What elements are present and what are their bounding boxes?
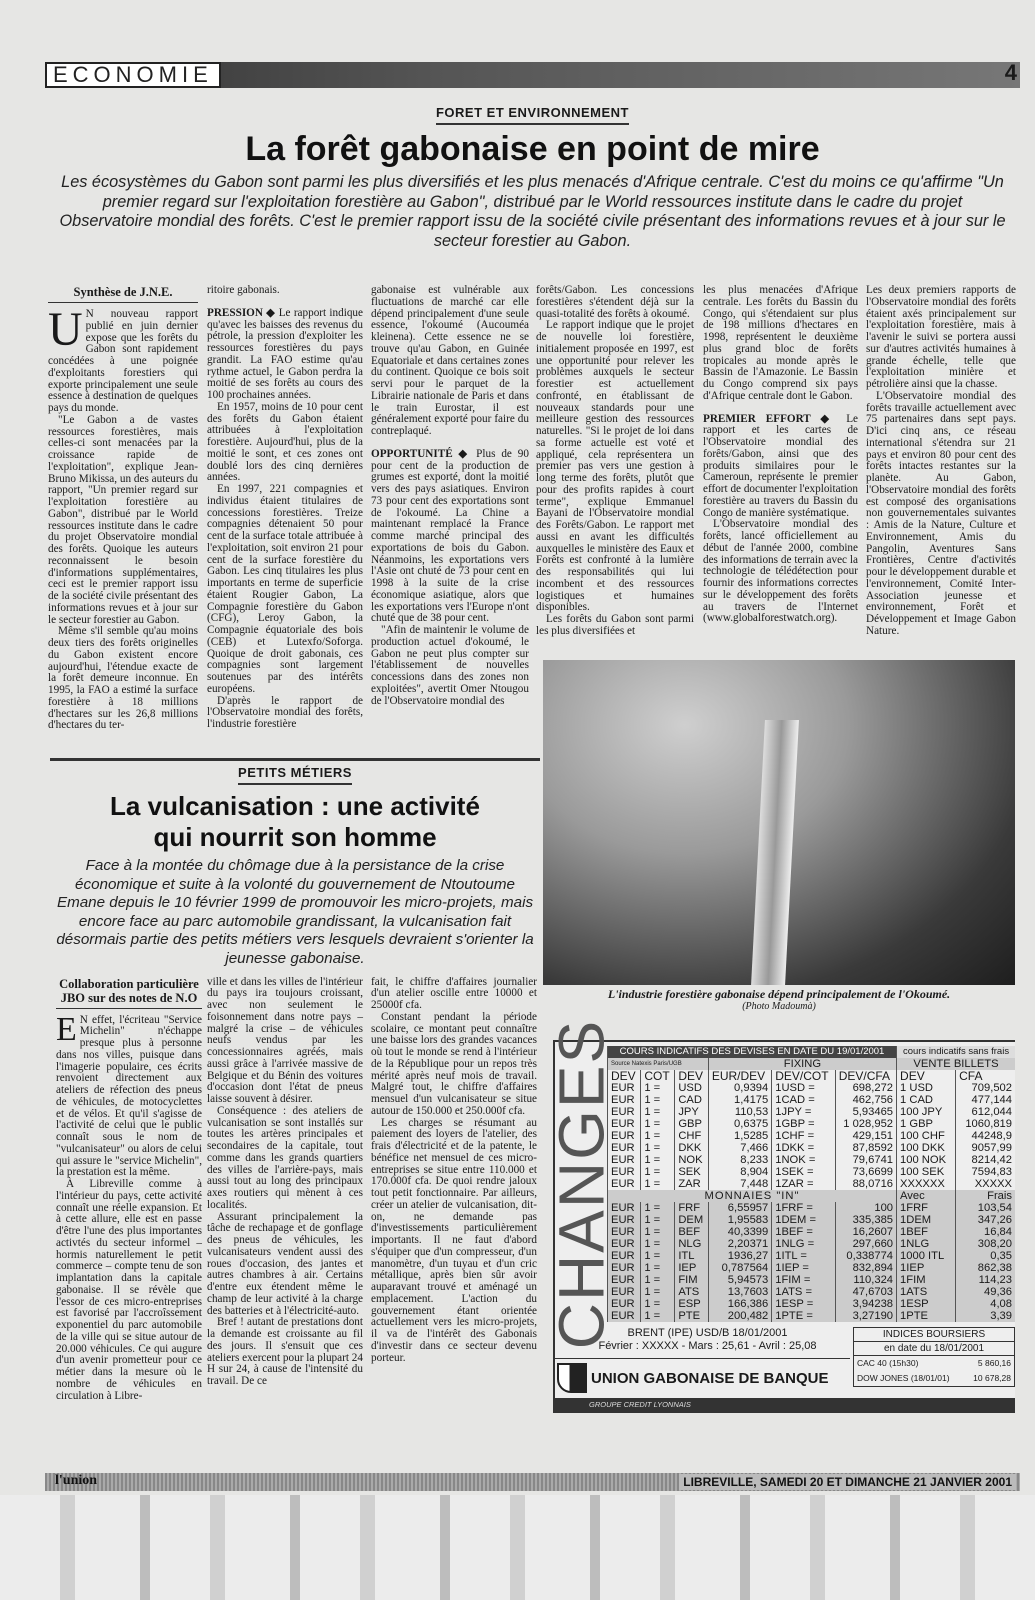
rate-cell: BEF bbox=[675, 1226, 709, 1238]
paragraph: En 1957, moins de 10 pour cent des forêts du Gabon étaient attribuées à l'exploitation forestière. Aujourd'hui, plus de la moitié le sont, et ces zones ont doublé lors des cinq dernières années. bbox=[207, 400, 363, 484]
column-header: DEV bbox=[608, 1070, 641, 1082]
rate-cell: ZAR bbox=[675, 1178, 709, 1190]
rate-cell: EUR bbox=[608, 1214, 641, 1226]
rate-cell: 8214,42 bbox=[956, 1154, 1015, 1166]
second-deck: Face à la montée du chômage due à la persistance de la crise économique et suite à la volonté du gouvernement de Ntoutoume Emane depuis le 10 février 1999 de promouvoir les micro-projets, mais encore face au parc automobile grandissant, la vulcanisation fait désormais partie des petits métiers vers lesquels devraient s'orienter la jeunesse gabonaise. bbox=[56, 857, 534, 967]
rate-cell: 1ITL = bbox=[772, 1250, 835, 1262]
rate-row bbox=[608, 1154, 1016, 1166]
rate-cell: 13,7603 bbox=[708, 1286, 771, 1298]
column-header: CFA bbox=[956, 1070, 1015, 1082]
rate-cell: ATS bbox=[675, 1286, 709, 1298]
rate-cell: 1060,819 bbox=[956, 1118, 1015, 1130]
rate-cell: JPY bbox=[675, 1106, 709, 1118]
column-header: DEV/COT bbox=[772, 1070, 835, 1082]
rate-cell: USD bbox=[675, 1082, 709, 1094]
rate-row bbox=[608, 1178, 1016, 1190]
rate-cell: 1ATS = bbox=[772, 1286, 835, 1298]
rate-cell: FRF bbox=[675, 1202, 709, 1214]
monnaies-in-header: MONNAIES "IN" bbox=[608, 1190, 897, 1202]
rate-cell: 1,95583 bbox=[708, 1214, 771, 1226]
rate-cell: 1 = bbox=[641, 1310, 675, 1322]
rate-cell: 1ESP = bbox=[772, 1298, 835, 1310]
rate-cell: 1ATS bbox=[897, 1286, 956, 1298]
rate-cell: 1IEP bbox=[897, 1262, 956, 1274]
column-header: DEV/CFA bbox=[835, 1070, 896, 1082]
rate-cell: EUR bbox=[608, 1226, 641, 1238]
rate-cell: NOK bbox=[675, 1154, 709, 1166]
rate-cell: EUR bbox=[608, 1286, 641, 1298]
subhead: PREMIER EFFORT ◆ bbox=[703, 412, 837, 425]
rate-cell: 44248,9 bbox=[956, 1130, 1015, 1142]
main-col-3 bbox=[371, 285, 529, 757]
rate-cell: EUR bbox=[608, 1202, 641, 1214]
second-columns bbox=[50, 977, 540, 1470]
paragraph: les plus menacées d'Afrique centrale. Les forêts du Bassin du Congo, qui s'étendaient sur plus de 198 millions d'hectares en 1998, représentent le deuxième plus grand bloc de forêts tropicales au monde après le Bassin de l'Amazonie. Le Bassin du Congo comprend six pays d'Afrique centrale dont le Gabon. bbox=[703, 284, 858, 402]
rate-cell: IEP bbox=[675, 1262, 709, 1274]
rate-cell: CAD bbox=[675, 1094, 709, 1106]
column-header: DEV bbox=[675, 1070, 709, 1082]
rate-cell: 1 = bbox=[641, 1094, 675, 1106]
rate-cell: 1GBP = bbox=[772, 1118, 835, 1130]
photo-caption: L'industrie forestière gabonaise dépend principalement de l'Okoumé. bbox=[607, 987, 951, 1001]
paragraph: gabonaise est vulnérable aux fluctuations de marché car elle dépend principalement d'une seule essence, l'okoumé (Aucouméa kleinena). Cette essence ne se trouve qu'au Gabon, en Guinée Equatoriale et dans certaines zones du continent. Quoique ce bois soit servi pour le parquet de la Librairie nationale de Paris et dans le train Eurostar, il est généralement exporté pour faire du contreplaqué. bbox=[371, 284, 529, 437]
rate-cell: EUR bbox=[608, 1154, 641, 1166]
rate-cell: 100 JPY bbox=[897, 1106, 956, 1118]
rate-cell: 2,20371 bbox=[708, 1238, 771, 1250]
second-article bbox=[50, 764, 540, 1470]
index-row bbox=[854, 1356, 1014, 1371]
rate-cell: 100 CHF bbox=[897, 1130, 956, 1142]
rate-cell: EUR bbox=[608, 1250, 641, 1262]
rate-cell: EUR bbox=[608, 1274, 641, 1286]
bank-logo-icon bbox=[557, 1363, 587, 1393]
rate-cell: EUR bbox=[608, 1310, 641, 1322]
rate-cell: 1 GBP bbox=[897, 1118, 956, 1130]
rate-cell: PTE bbox=[675, 1310, 709, 1322]
column-header: DEV bbox=[897, 1070, 956, 1082]
rate-cell: 1CHF = bbox=[772, 1130, 835, 1142]
rate-cell: 1 USD bbox=[897, 1082, 956, 1094]
divider bbox=[50, 758, 540, 761]
rate-row bbox=[608, 1238, 1016, 1250]
main-kicker: FORET ET ENVIRONNEMENT bbox=[436, 105, 629, 125]
paragraph: Constant pendant la période scolaire, ce montant peut connaître une baisse lors des grandes vacances où tout le monde se rend à l'intérieur de la République pour un repos très mérité après neuf mois de travail. Malgré tout, le chiffre d'affaires mensuel d'un vulcanisateur se situe autour de 150.000 et 250.000f cfa. bbox=[371, 1010, 537, 1117]
avec-header: Avec bbox=[897, 1190, 956, 1202]
paragraph: Le rapport et les cartes de l'Observatoire mondial des forêts/Gabon, ainsi que des produits similaires pour le Cameroun, représente le premier effort de documenter l'exploitation forestière au travers du Bassin du Congo de manière systématique. bbox=[703, 412, 858, 519]
column-header: EUR/DEV bbox=[708, 1070, 771, 1082]
paragraph: N effet, l'écriteau "Service Michelin" n'échappe presque plus à personne dans nos villes, puisque dans l'imagerie populaire, ces écrits renvoient directement aux ateliers de réfection des pneus de véhicules, de motocyclettes et de vélos. Et qu'il s'agisse de l'activité de celui que le public connaît sous le nom de "vulcanisateur" ou alors de celui qui assure le "service Michelin", la prestation est la même. bbox=[56, 1013, 202, 1179]
rate-cell: 79,6741 bbox=[835, 1154, 896, 1166]
rate-cell: EUR bbox=[608, 1130, 641, 1142]
rate-cell: 0,35 bbox=[956, 1250, 1015, 1262]
rate-cell: 1FRF = bbox=[772, 1202, 835, 1214]
rate-cell: 1JPY = bbox=[772, 1106, 835, 1118]
rate-cell: 709,502 bbox=[956, 1082, 1015, 1094]
second-kicker: PETITS MÉTIERS bbox=[238, 765, 352, 785]
rate-cell: 462,756 bbox=[835, 1094, 896, 1106]
rate-cell: 1 = bbox=[641, 1178, 675, 1190]
rate-cell: 862,38 bbox=[956, 1262, 1015, 1274]
subhead: PRESSION ◆ bbox=[207, 306, 276, 319]
rate-cell: 7,448 bbox=[708, 1178, 771, 1190]
main-headline: La forêt gabonaise en point de mire bbox=[245, 130, 820, 168]
second-col-1 bbox=[56, 977, 202, 1470]
rate-cell: EUR bbox=[608, 1298, 641, 1310]
rate-cell: 612,044 bbox=[956, 1106, 1015, 1118]
rate-cell: 1 = bbox=[641, 1082, 675, 1094]
rate-cell: 6,55957 bbox=[708, 1202, 771, 1214]
rate-cell: 0,9394 bbox=[708, 1082, 771, 1094]
rate-cell: 1 = bbox=[641, 1118, 675, 1130]
second-headline-1: La vulcanisation : une activité bbox=[110, 791, 480, 821]
bank-group: GROUPE CREDIT LYONNAIS bbox=[555, 1398, 1015, 1411]
rate-cell: 200,482 bbox=[708, 1310, 771, 1322]
rate-cell: 1 = bbox=[641, 1130, 675, 1142]
rate-row bbox=[608, 1286, 1016, 1298]
rate-cell: 49,36 bbox=[956, 1286, 1015, 1298]
rate-cell: EUR bbox=[608, 1082, 641, 1094]
paragraph: Conséquence : des ateliers de vulcanisation se sont installés sur toutes les artères principales et secondaires de la capitale, tout comme dans les grands quartiers des villes de l'arrière-pays, mais aussi tout au long des principaux axes routiers qui mènent à ces localités. bbox=[207, 1104, 363, 1211]
rate-cell: DKK bbox=[675, 1142, 709, 1154]
rate-cell: 3,27190 bbox=[835, 1310, 896, 1322]
brent-title: BRENT (IPE) USD/B 18/01/2001 bbox=[627, 1327, 788, 1339]
rate-cell: 1 = bbox=[641, 1286, 675, 1298]
rate-cell: CHF bbox=[675, 1130, 709, 1142]
rate-cell: 1000 ITL bbox=[897, 1250, 956, 1262]
exchange-rates-box bbox=[545, 1018, 1015, 1413]
main-byline: Synthèse de J.N.E. bbox=[48, 285, 198, 303]
rate-row bbox=[608, 1250, 1016, 1262]
paragraph: Assurant principalement la tâche de rechapage et de gonflage des pneus de véhicules, les vulcanisateurs vendent aussi des roues d'occasion, des jantes et autres chambres à air. Certains d'entre eux étendent même le champ de leur activité à la charge des batteries et à l'électricité-auto. bbox=[207, 1210, 363, 1317]
rate-cell: 47,6703 bbox=[835, 1286, 896, 1298]
rate-cell: 3,94238 bbox=[835, 1298, 896, 1310]
section-label: ECONOMIE bbox=[45, 62, 221, 88]
paragraph: Les forêts du Gabon sont parmi les plus diversifiées et bbox=[536, 613, 694, 637]
rate-cell: 1BEF = bbox=[772, 1226, 835, 1238]
column-headers bbox=[608, 1070, 1016, 1082]
rate-cell: 1 028,952 bbox=[835, 1118, 896, 1130]
rate-cell: EUR bbox=[608, 1142, 641, 1154]
rate-cell: EUR bbox=[608, 1262, 641, 1274]
rate-cell: 0,787564 bbox=[708, 1262, 771, 1274]
rate-cell: EUR bbox=[608, 1094, 641, 1106]
rate-cell: DEM bbox=[675, 1214, 709, 1226]
paragraph: Le rapport indique qu'avec les baisses des revenus du pétrole, la pression d'exploiter les ressources forestières du pays grandit. La FAO estime qu'au rythme actuel, le Gabon perdra la moitié de ses forêts au cours des 100 prochaines années. bbox=[207, 306, 363, 401]
rate-cell: 114,23 bbox=[956, 1274, 1015, 1286]
rate-cell: SEK bbox=[675, 1166, 709, 1178]
rate-cell: EUR bbox=[608, 1118, 641, 1130]
rate-cell: 1NLG bbox=[897, 1238, 956, 1250]
rate-row bbox=[608, 1094, 1016, 1106]
second-col-3 bbox=[371, 977, 537, 1470]
paragraph: Les deux premiers rapports de l'Observatoire mondial des forêts étaient axés principalement sur l'exploitation forestière, mais à l'avenir le suivi se portera aussi sur d'autres activités humaines à grande échelle, telle que l'exploitation minière et pétrolière ainsi que la chasse. bbox=[866, 284, 1016, 390]
rate-cell: ITL bbox=[675, 1250, 709, 1262]
main-col-5 bbox=[703, 285, 858, 657]
paragraph: L'Observatoire mondial des forêts travaille actuellement avec 75 partenaires dans sept pays. D'ici cinq ans, ce réseau international s'étendra sur 21 pays et environ 80 pour cent des forêts intactes restantes sur la planète. Au Gabon, l'Observatoire mondial des forêts est composé des organisations non gouvernementales suivantes : Amis de la Nature, Culture et Environnement, Amis du Pangolin, Aventures Sans Frontières, Centre d'activités pour le développement durable et l'environnement, Comité Inter-Association jeunesse et environnement, Forêt et Développement et Image Gabon Nature. bbox=[866, 389, 1016, 637]
rate-cell: 1DKK = bbox=[772, 1142, 835, 1154]
rate-cell: 8,904 bbox=[708, 1166, 771, 1178]
rate-cell: 1ZAR = bbox=[772, 1178, 835, 1190]
rate-cell: 429,151 bbox=[835, 1130, 896, 1142]
rate-cell: 16,2607 bbox=[835, 1226, 896, 1238]
rate-cell: 3,39 bbox=[956, 1310, 1015, 1322]
brent-values: Février : XXXXX - Mars : 25,61 - Avril : 25,08 bbox=[598, 1340, 817, 1352]
paragraph: fait, le chiffre d'affaires journalier d'un atelier oscille entre 10000 et 25000f cfa. bbox=[371, 975, 537, 1012]
paragraph: Le rapport indique que le projet de nouvelle loi forestière, initialement proposée en 1997, est une opportunité pour relever les problèmes auxquels le secteur forestier est actuellement confronté, en établissant de nouveaux standards pour une meilleure gestion des ressources naturelles. "Si le projet de loi dans sa forme actuelle est voté et appliqué, cela représentera un premier pas vers une gestion à long terme des forêts, plutôt que pour des profits rapides à court terme", explique Emmanuel Bayani de l'Observatoire mondial des Forêts/Gabon. Le rapport met aussi en avant les difficultés auxquelles le ministère des Eaux et Forêts est confronté à la lumière des responsabilités qui lui incombent et des ressources logistiques et humaines disponibles. bbox=[536, 319, 694, 614]
rate-cell: 0,6375 bbox=[708, 1118, 771, 1130]
rate-cell: 5,94573 bbox=[708, 1274, 771, 1286]
rate-cell: 7,466 bbox=[708, 1142, 771, 1154]
main-col-4 bbox=[536, 285, 694, 657]
second-col-2 bbox=[207, 977, 363, 1470]
issue-date: LIBREVILLE, SAMEDI 20 ET DIMANCHE 21 JANVIER 2001 bbox=[679, 1474, 1016, 1490]
rate-cell: 9057,99 bbox=[956, 1142, 1015, 1154]
rate-cell: 1 = bbox=[641, 1202, 675, 1214]
rate-cell: 1NOK = bbox=[772, 1154, 835, 1166]
rate-cell: 347,26 bbox=[956, 1214, 1015, 1226]
rate-cell: 110,324 bbox=[835, 1274, 896, 1286]
bank-name: UNION GABONAISE DE BANQUE bbox=[591, 1370, 829, 1387]
rate-cell: FIM bbox=[675, 1274, 709, 1286]
photo-caption-block bbox=[543, 987, 1015, 1013]
changes-side-title bbox=[545, 1018, 617, 1350]
rate-cell: 1CAD = bbox=[772, 1094, 835, 1106]
rate-cell: 166,386 bbox=[708, 1298, 771, 1310]
rate-cell: 110,53 bbox=[708, 1106, 771, 1118]
newspaper-brand: l'union bbox=[55, 1473, 98, 1488]
rate-cell: 1DEM = bbox=[772, 1214, 835, 1226]
paragraph: Même s'il semble qu'au moins deux tiers des forêts originelles du Gabon existent encore aujourd'hui, l'étendue exacte de la forêt demeure inconnue. En 1995, la FAO a estimé la surface forestière à 18 millions d'hectares sur les 26,8 millions d'hectares du ter- bbox=[48, 625, 198, 732]
paragraph: Les charges se résumant au paiement des loyers de l'atelier, des frais d'électricité et de la patente, le bénéfice net mensuel de ces micro-entreprises se situe entre 110.000 et 170.000f cfa. De quoi rendre jaloux tout petit fonctionnaire. Par ailleurs, créer un atelier de vulcanisation, dit-on, ne demande pas d'investissements particulièrement importants. Il ne faut d'abord s'équiper que d'un compresseur, d'un manomètre, d'un tuyau et d'un cric métallique, après bien sûr avoir auparavant trouvé et aménagé un emplacement. L'action du gouvernement étant orientée actuellement vers les micro-projets, il va de l'intérêt des Gabonais d'investir dans ce secteur devenu porteur. bbox=[371, 1116, 537, 1364]
paragraph: En 1997, 221 compagnies et individus étaient titulaires de concessions forestières. Treize compagnies détenaient 50 pour cent de la surface totale attribuée à l'exploitation, soit environ 21 pour cent de la surface forestière du Gabon. Les cinq titulaires les plus importants en terme de superficie étaient Rougier Gabon, La Compagnie forestière du Gabon (CFG), Leroy Gabon, la Compagnie équatoriale des bois (CEB) et Lutexfo/Soforga. Quoique de droit gabonais, ces compagnies sont largement soutenues par des intérêts européens. bbox=[207, 483, 363, 695]
second-headline-2: qui nourrit son homme bbox=[153, 822, 437, 852]
scan-margin bbox=[0, 1495, 1035, 1600]
rate-row bbox=[608, 1214, 1016, 1226]
rate-row bbox=[608, 1202, 1016, 1214]
paragraph: Bref ! autant de prestations dont la demande est croissante au fil des jours. Il s'ensuit que ces ateliers exercent pour la plupart 24 H sur 24, à cause de l'intensité du travail. De ce bbox=[207, 1316, 363, 1388]
index-name: DOW JONES (18/01/01) bbox=[857, 1373, 950, 1383]
rate-cell: 1DEM bbox=[897, 1214, 956, 1226]
rate-cell: 1BEF bbox=[897, 1226, 956, 1238]
rate-cell: NLG bbox=[675, 1238, 709, 1250]
indices-date: en date du 18/01/2001 bbox=[854, 1342, 1014, 1356]
frais-header: Frais bbox=[956, 1190, 1015, 1202]
paragraph: "Le Gabon a de vastes ressources forestières, mais celles-ci sont menacées par la croissance rapide de l'exploitation", explique Jean-Bruno Mikissa, un des auteurs du rapport, "Un premier regard sur l'exploitation forestière au Gabon", distribué par le World ressources institute dans le cadre du projet Observatoire mondial des forêts. Quoique les auteurs reconnaissent le besoin d'informations supplémentaires, ceci est le premier rapport issu de la société civile présentant des informations revues et à jour sur le secteur forestier au Gabon. bbox=[48, 413, 198, 626]
rate-cell: 832,894 bbox=[835, 1262, 896, 1274]
subhead: OPPORTUNITÉ ◆ bbox=[371, 447, 471, 460]
rate-cell: 1FRF bbox=[897, 1202, 956, 1214]
rate-row bbox=[608, 1274, 1016, 1286]
rate-row bbox=[608, 1142, 1016, 1154]
source-note: Source Natexis Paris/UGB bbox=[608, 1058, 709, 1070]
rate-cell: 477,144 bbox=[956, 1094, 1015, 1106]
rate-row bbox=[608, 1262, 1016, 1274]
indices-title: INDICES BOURSIERS bbox=[854, 1328, 1014, 1342]
paragraph: Plus de 90 pour cent de la production de grumes est exporté, dont la moitié vers des pays asiatiques. Environ 73 pour cent des exportations sont de l'okoumé. La Chine a maintenant remplacé la France comme marché principal des exportations de bois du Gabon. Néanmoins, les exportations vers l'Asie ont chuté de 73 pour cent en 1998 à la suite de la crise économique asiatique, alors que les exportations vers l'Europe n'ont chuté que de 38 pour cent. bbox=[371, 447, 529, 625]
rate-cell: 73,6699 bbox=[835, 1166, 896, 1178]
rate-cell: 1 = bbox=[641, 1166, 675, 1178]
drop-cap: U bbox=[48, 303, 83, 356]
rate-cell: 1 = bbox=[641, 1106, 675, 1118]
rate-cell: 87,8592 bbox=[835, 1142, 896, 1154]
rate-cell: 1IEP = bbox=[772, 1262, 835, 1274]
rate-row bbox=[608, 1082, 1016, 1094]
rate-cell: XXXXXX bbox=[897, 1178, 956, 1190]
paragraph: ritoire gabonais. bbox=[207, 284, 280, 296]
rate-cell: 8,233 bbox=[708, 1154, 771, 1166]
rate-row bbox=[608, 1298, 1016, 1310]
rate-cell: 308,20 bbox=[956, 1238, 1015, 1250]
rate-cell: 1USD = bbox=[772, 1082, 835, 1094]
rate-cell: 1 = bbox=[641, 1214, 675, 1226]
rate-cell: 4,08 bbox=[956, 1298, 1015, 1310]
paragraph: L'Observatoire mondial des forêts, lancé officiellement au début de l'année 2000, combine des informations de terrain avec la technologie de télédétection pour fournir des informations correctes sur le développement des forêts au travers de l'Internet (www.globalforestwatch.org). bbox=[703, 518, 858, 625]
paragraph: "Afin de maintenir le volume de production actuel d'okoumé, le Gabon ne peut plus compter sur l'établissement de nouvelles concessions dans des zones non exploitées", avertit Omer Ntougou de l'Observatoire mondial des bbox=[371, 624, 529, 707]
rate-cell: 100 NOK bbox=[897, 1154, 956, 1166]
paragraph: forêts/Gabon. Les concessions forestières s'étendent déjà sur la quasi-totalité des forêts à okoumé. bbox=[536, 284, 694, 320]
second-byline: Collaboration particulière JBO sur des notes de N.O bbox=[56, 977, 202, 1009]
footer-bar bbox=[45, 1473, 1020, 1491]
vente-header: VENTE BILLETS bbox=[897, 1058, 1015, 1070]
rate-cell: 1 = bbox=[641, 1298, 675, 1310]
rate-cell: 1 = bbox=[641, 1274, 675, 1286]
bank-advert bbox=[555, 1358, 850, 1398]
table-title: COURS INDICATIFS DES DEVISES EN DATE DU 19/01/2001 bbox=[608, 1046, 897, 1058]
rate-cell: 100 SEK bbox=[897, 1166, 956, 1178]
rate-row bbox=[608, 1118, 1016, 1130]
tree-trunk bbox=[751, 720, 799, 985]
rate-cell: 1SEK = bbox=[772, 1166, 835, 1178]
rate-row bbox=[608, 1106, 1016, 1118]
rate-cell: 1FIM bbox=[897, 1274, 956, 1286]
rate-cell: EUR bbox=[608, 1166, 641, 1178]
forest-photo bbox=[543, 660, 1015, 985]
rate-cell: 335,385 bbox=[835, 1214, 896, 1226]
main-article-header bbox=[45, 104, 1020, 251]
rate-cell: 5,93465 bbox=[835, 1106, 896, 1118]
rate-row bbox=[608, 1130, 1016, 1142]
rate-cell: 103,54 bbox=[956, 1202, 1015, 1214]
main-col-6 bbox=[866, 285, 1016, 657]
stock-indices bbox=[853, 1327, 1015, 1387]
rate-cell: 698,272 bbox=[835, 1082, 896, 1094]
rate-cell: 1PTE = bbox=[772, 1310, 835, 1322]
rate-cell: 1FIM = bbox=[772, 1274, 835, 1286]
rate-cell: 7594,83 bbox=[956, 1166, 1015, 1178]
rate-cell: GBP bbox=[675, 1118, 709, 1130]
rate-cell: XXXXX bbox=[956, 1178, 1015, 1190]
rate-cell: 1NLG = bbox=[772, 1238, 835, 1250]
main-col-1 bbox=[48, 285, 198, 757]
paragraph: À Libreville comme à l'intérieur du pays, cette activité connaît une réelle expansion. Et à cette allure, elle est en passe d'être l'une des plus importantes activtés du secteur informel – hormis naturellement le petit commerce – compte tenu de son implantation dans la capitale gabonaise. Il se révèle que l'essor de ces micro-entreprises est favorisé par l'accroîssement exponentiel du parc automobile de la ville qui se situe autour de 20.000 véhicules. Ce qui augure d'un avenir prometteur pour ce métier dans la mesure où le nombre de véhicules en circulation à Libre- bbox=[56, 1178, 202, 1402]
table-title-right: cours indicatifs sans frais bbox=[897, 1046, 1015, 1058]
paragraph: ville et dans les villes de l'intérieur du pays ira toujours croissant, avec non seulement le foisonnement dans notre pays – malgré la crise – de véhicules neufs vendus par les concessionnaires agréés, mais aussi grâce à l'arrivée massive de Belgique et du Bénin des voitures d'occasion dont l'état de pneus laisse souvent à désirer. bbox=[207, 975, 363, 1106]
rate-cell: 297,660 bbox=[835, 1238, 896, 1250]
rate-cell: 1936,27 bbox=[708, 1250, 771, 1262]
rate-cell: 40,3399 bbox=[708, 1226, 771, 1238]
rate-cell: 1 = bbox=[641, 1154, 675, 1166]
paragraph: N nouveau rapport publié en juin dernier expose que les forêts du Gabon sont rapidement concédées à une poignée d'exploitants forestiers qui exporte principalement une seule essence à destination de quelques pays du monde. bbox=[48, 308, 198, 414]
main-col-2 bbox=[207, 285, 363, 757]
rate-cell: 1PTE bbox=[897, 1310, 956, 1322]
rate-cell: 0,338774 bbox=[835, 1250, 896, 1262]
rate-cell: ESP bbox=[675, 1298, 709, 1310]
rate-cell: EUR bbox=[608, 1178, 641, 1190]
index-row bbox=[854, 1371, 1014, 1386]
index-value: 10 678,28 bbox=[973, 1373, 1011, 1383]
rate-cell: 1 = bbox=[641, 1238, 675, 1250]
rate-cell: 88,0716 bbox=[835, 1178, 896, 1190]
main-deck: Les écosystèmes du Gabon sont parmi les plus diversifiés et les plus menacés d'Afrique centrale. C'est du moins ce qu'affirme "Un premier regard sur l'exploitation forestière au Gabon", distribué par le World ressources institute dans le cadre du projet Observatoire mondial des forêts. C'est le premier rapport issu de la société civile présentant des informations revues et à jour sur le secteur forestier au Gabon. bbox=[59, 173, 1006, 250]
page-number: 4 bbox=[1004, 60, 1017, 85]
rate-cell: EUR bbox=[608, 1106, 641, 1118]
index-name: CAC 40 (15h30) bbox=[857, 1358, 919, 1368]
side-title-text: CHANGES bbox=[545, 1018, 617, 1350]
rate-cell: 1 = bbox=[641, 1262, 675, 1274]
rate-row bbox=[608, 1310, 1016, 1322]
rate-cell: 100 bbox=[835, 1202, 896, 1214]
paragraph: D'après le rapport de l'Observatoire mondial des forêts, l'industrie forestière bbox=[207, 694, 363, 730]
rate-cell: EUR bbox=[608, 1238, 641, 1250]
rate-row bbox=[608, 1166, 1016, 1178]
rate-row bbox=[608, 1226, 1016, 1238]
rate-cell: 1 CAD bbox=[897, 1094, 956, 1106]
rate-cell: 100 DKK bbox=[897, 1142, 956, 1154]
rate-cell: 1 = bbox=[641, 1226, 675, 1238]
fixing-header: FIXING bbox=[708, 1058, 896, 1070]
rate-cell: 1 = bbox=[641, 1250, 675, 1262]
rate-cell: 1 = bbox=[641, 1142, 675, 1154]
rate-cell: 1,5285 bbox=[708, 1130, 771, 1142]
column-header: COT bbox=[641, 1070, 675, 1082]
exchange-table bbox=[607, 1046, 1015, 1322]
rate-cell: 1ESP bbox=[897, 1298, 956, 1310]
rate-cell: 16,84 bbox=[956, 1226, 1015, 1238]
rate-cell: 1,4175 bbox=[708, 1094, 771, 1106]
photo-credit: (Photo Madoumà) bbox=[742, 1001, 816, 1012]
index-value: 5 860,16 bbox=[977, 1358, 1011, 1368]
drop-cap: E bbox=[56, 1010, 77, 1048]
